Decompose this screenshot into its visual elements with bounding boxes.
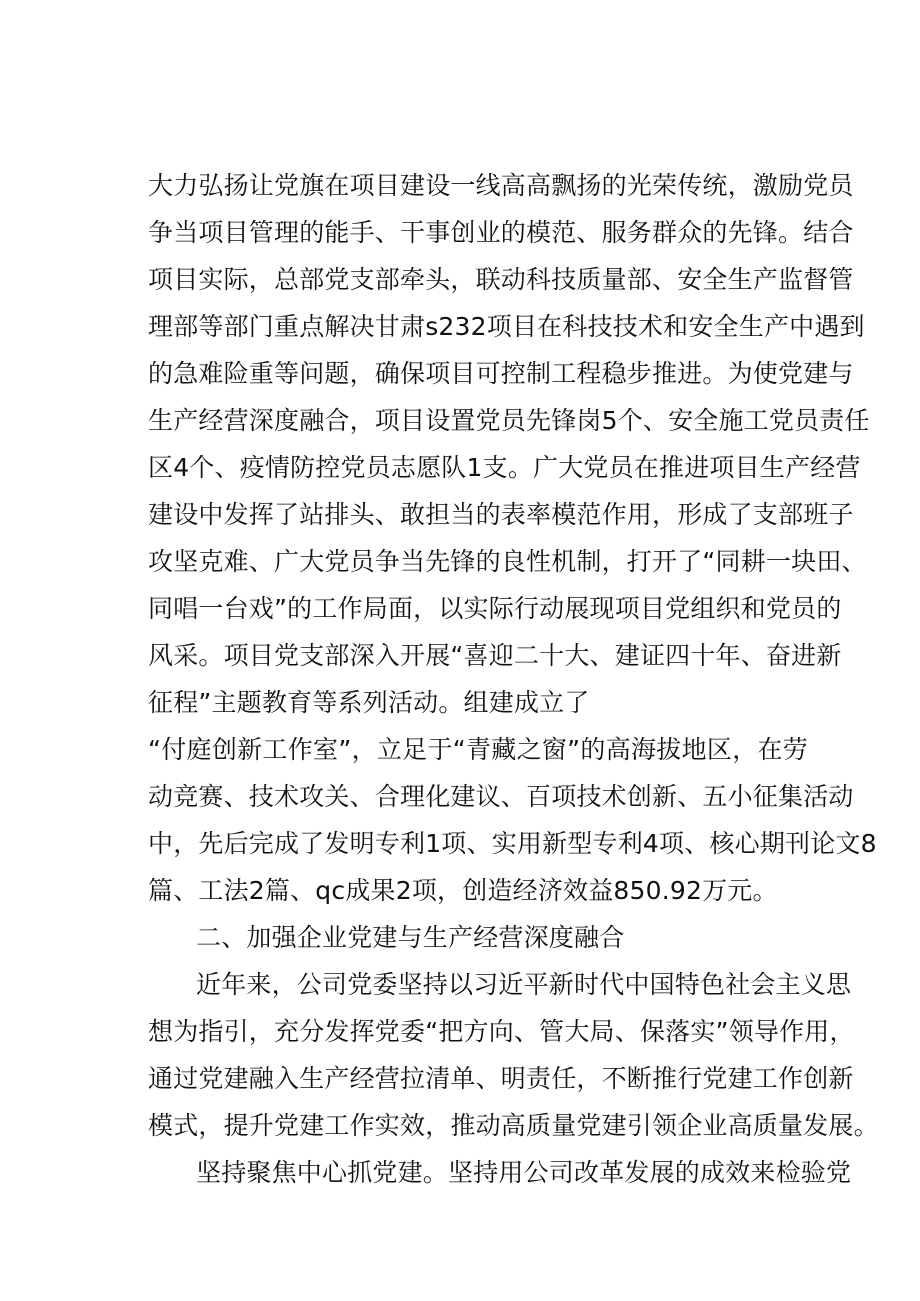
paragraph-line: 的急难险重等问题，确保项目可控制工程稳步推进。为使党建与 [148, 359, 854, 388]
section-heading: 二、加强企业党建与生产经营深度融合 [196, 923, 625, 952]
paragraph-line: 动竞赛、技术攻关、合理化建议、百项技术创新、五小征集活动 [148, 782, 854, 811]
body-text [148, 162, 879, 1196]
paragraph-line: 建设中发挥了站排头、敢担当的表率模范作用，形成了支部班子 [148, 500, 854, 529]
paragraph-line: 大力弘扬让党旗在项目建设一线高高飘扬的光荣传统，激励党员 [148, 171, 854, 200]
paragraph-line: “付庭创新工作室”，立足于“青藏之窗”的高海拔地区，在劳 [148, 735, 808, 764]
paragraph-line: 区4个、疫情防控党员志愿队1支。广大党员在推进项目生产经营 [148, 453, 861, 482]
paragraph-line: 篇、工法2篇、qc成果2项，创造经济效益850.92万元。 [148, 876, 778, 905]
paragraph-line: 征程”主题教育等系列活动。组建成立了 [148, 688, 590, 717]
paragraph-line: 同唱一台戏”的工作局面，以实际行动展现项目党组织和党员的 [148, 594, 842, 623]
paragraph-line: 项目实际，总部党支部牵头，联动科技质量部、安全生产监督管 [148, 265, 854, 294]
paragraph-line: 想为指引，充分发挥党委“把方向、管大局、保落实”领导作用， [148, 1017, 855, 1046]
paragraph-line: 争当项目管理的能手、干事创业的模范、服务群众的先锋。结合 [148, 218, 854, 247]
paragraph-line: 模式，提升党建工作实效，推动高质量党建引领企业高质量发展。 [148, 1111, 879, 1140]
paragraph-line: 风采。项目党支部深入开展“喜迎二十大、建证四十年、奋进新 [148, 641, 842, 670]
paragraph-line: 通过党建融入生产经营拉清单、明责任，不断推行党建工作创新 [148, 1064, 854, 1093]
paragraph-line: 中，先后完成了发明专利1项、实用新型专利4项、核心期刊论文8 [148, 829, 877, 858]
paragraph-line: 理部等部门重点解决甘肃s232项目在科技技术和安全生产中遇到 [148, 312, 865, 341]
paragraph-line: 近年来，公司党委坚持以习近平新时代中国特色社会主义思 [196, 970, 852, 999]
paragraph-line: 攻坚克难、广大党员争当先锋的良性机制，打开了“同耕一块田、 [148, 547, 867, 576]
paragraph-line: 生产经营深度融合，项目设置党员先锋岗5个、安全施工党员责任 [148, 406, 870, 435]
paragraph-line: 坚持聚焦中心抓党建。坚持用公司改革发展的成效来检验党 [196, 1158, 852, 1187]
